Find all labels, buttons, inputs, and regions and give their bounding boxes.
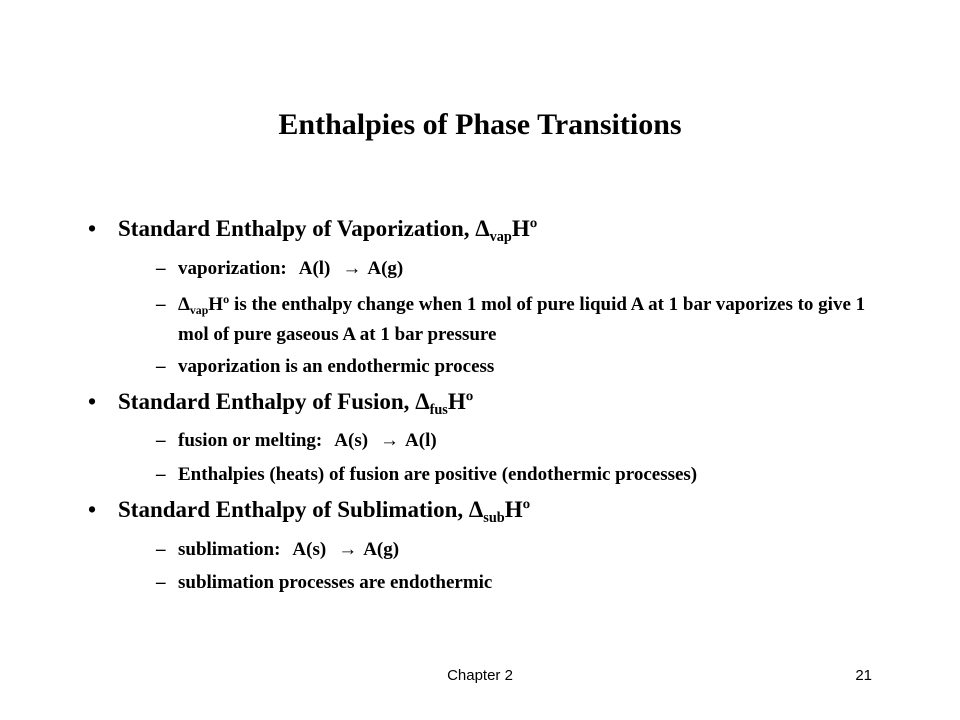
enthalpy-symbol: Hº — [511, 216, 538, 241]
equation-left: A(l) — [298, 258, 331, 279]
note-text: sublimation processes are endothermic — [178, 572, 493, 593]
sub-item-fusion-equation — [156, 429, 437, 453]
slide-title: Enthalpies of Phase Transitions — [278, 108, 682, 141]
dash-icon: – — [156, 464, 166, 485]
arrow-icon: → — [342, 258, 362, 279]
bullet-fusion — [88, 389, 473, 419]
arrow-icon: → — [380, 430, 400, 451]
note-text: vaporization is an endothermic process — [178, 356, 495, 377]
delta-symbol: Δ — [475, 216, 490, 241]
bullet-icon: • — [88, 497, 97, 522]
equation-right: A(g) — [363, 539, 400, 560]
equation-right: A(g) — [367, 258, 404, 279]
definition-text: is the enthalpy change when 1 mol of pure liquid A at 1 bar vaporizes to give 1 mol of pure gaseous A at 1 bar pressure — [178, 294, 866, 346]
equation-label: sublimation: — [178, 539, 281, 560]
heading-sublimation: Standard Enthalpy of Sublimation, — [118, 497, 464, 522]
sub-item-vaporization-equation — [156, 257, 403, 281]
heading-vaporization: Standard Enthalpy of Vaporization, — [118, 216, 470, 241]
subscript-vap: vap — [489, 228, 512, 245]
delta-symbol: Δ — [178, 294, 190, 315]
subscript-vap: vap — [189, 304, 209, 318]
bullet-icon: • — [88, 216, 97, 241]
bullet-sublimation — [88, 497, 530, 527]
equation-label: fusion or melting: — [178, 430, 323, 451]
dash-icon: – — [156, 539, 166, 560]
bullet-icon: • — [88, 389, 97, 414]
enthalpy-symbol: Hº — [447, 389, 474, 414]
dash-icon: – — [156, 572, 166, 593]
footer-chapter: Chapter 2 — [447, 667, 513, 684]
sub-item-vaporization-note — [156, 355, 494, 379]
delta-symbol: Δ — [415, 389, 430, 414]
equation-left: A(s) — [292, 539, 327, 560]
equation-left: A(s) — [334, 430, 369, 451]
bullet-vaporization — [88, 216, 537, 246]
dash-icon: – — [156, 430, 166, 451]
sub-item-sublimation-note — [156, 571, 492, 595]
equation-label: vaporization: — [178, 258, 287, 279]
dash-icon: – — [156, 356, 166, 377]
subscript-fus: fus — [429, 401, 448, 418]
delta-symbol: Δ — [468, 497, 484, 522]
sub-item-vaporization-definition — [156, 293, 878, 347]
enthalpy-symbol: Hº — [504, 497, 531, 522]
dash-icon: – — [156, 294, 166, 315]
subscript-sub: sub — [483, 509, 505, 526]
dash-icon: – — [156, 258, 166, 279]
sub-item-sublimation-equation — [156, 538, 399, 562]
equation-right: A(l) — [405, 430, 437, 451]
note-text: Enthalpies (heats) of fusion are positive (endothermic processes) — [178, 464, 698, 485]
sub-item-fusion-note — [156, 463, 697, 487]
enthalpy-symbol: Hº — [208, 294, 230, 315]
arrow-icon: → — [338, 539, 358, 560]
footer-page-number: 21 — [855, 667, 872, 684]
heading-fusion: Standard Enthalpy of Fusion, — [118, 389, 410, 414]
